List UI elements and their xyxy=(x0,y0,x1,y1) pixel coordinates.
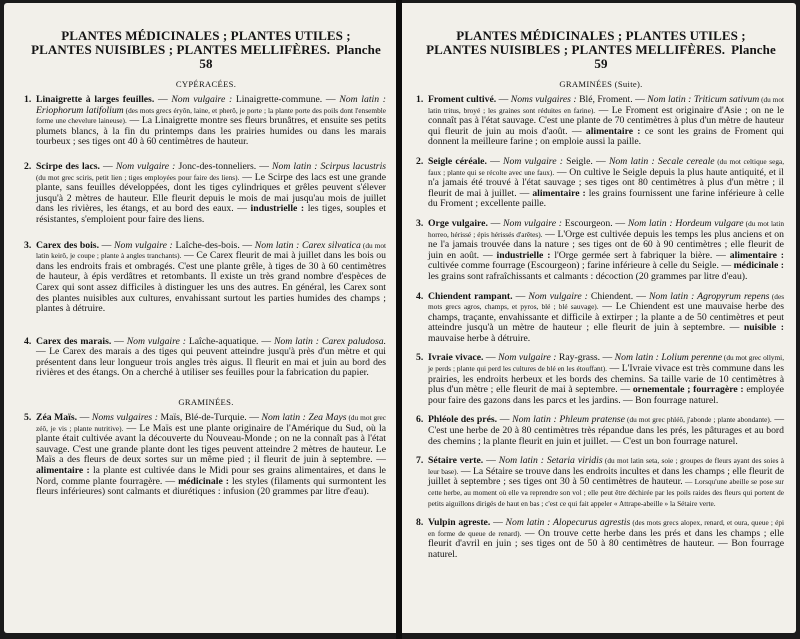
heading-line1: PLANTES MÉDICINALES ; PLANTES UTILES ; xyxy=(456,28,746,43)
entry-name: Ivraie vivace. xyxy=(428,352,484,364)
description: — C'est une herbe de 20 à 80 centimètres très répandue dans les prés, les pâturages et au bord des chemins ; la plante fleurit en juin et juillet. — C'est un bon fourrage naturel. xyxy=(428,414,785,447)
common-name-label: Nom vulgaire : xyxy=(498,352,557,364)
separator: — xyxy=(77,412,92,424)
separator: — xyxy=(496,94,511,105)
heading-line2: PLANTES NUISIBLES ; PLANTES MELLIFÈRES. xyxy=(31,42,331,57)
plate-number: Planche 58 xyxy=(199,42,381,71)
separator: — xyxy=(483,455,499,467)
entry-name: Zéa Maïs. xyxy=(36,412,78,424)
common-name-label: Nom vulgaire : xyxy=(126,335,186,347)
description: — La Sétaire se trouve dans les endroits incultes et dans les champs ; elle fleurit de juillet à septembre ; ses tiges ont 30 à 50 centimètres de hauteur. xyxy=(428,465,785,488)
description: — Le Chiendent est une mauvaise herbe des champs, traçante, envahissante et difficile à extirper ; la plante a de 50 centimètres et peut atteindre jusqu'à un mètre de hauteur ; elle fleurit de juin à septembre. — xyxy=(428,301,784,334)
entry-number: 2. xyxy=(24,160,32,172)
etymology: (du mot celtique sega, faux ; plante qui se récolte avec une faux). xyxy=(428,156,785,177)
plate-number: Planche 59 xyxy=(594,42,776,71)
common-name: Laîche-aquatique. xyxy=(185,335,259,347)
separator: — xyxy=(246,412,262,424)
etymology: (du mot latin keirô, je coupe ; plante à angles tranchants). xyxy=(36,240,387,261)
etymology: (du mot latin seta, soie ; groupes de fleurs ayant des soies à leur base). xyxy=(428,456,785,476)
use-label: alimentaire : xyxy=(585,125,641,137)
separator: — xyxy=(486,155,504,167)
entry-number: 1. xyxy=(24,94,32,105)
latin-name: Nom latin : Secale cereale xyxy=(608,155,715,167)
entry-chiendent xyxy=(418,292,784,345)
common-name: Jonc-des-tonneliers. xyxy=(175,160,257,172)
use-text: ce sont les grains de Froment qui donnent la meilleure farine ; on emploie aussi la paille. xyxy=(428,125,785,148)
separator: — xyxy=(239,239,255,251)
latin-name: Nom latin : Agropyrum repens xyxy=(648,290,770,302)
separator: — xyxy=(99,239,115,251)
use-text: les grains fournissent une farine inférieure à celle du Froment ; excellente paille. xyxy=(428,187,784,210)
separator: — xyxy=(633,290,649,302)
common-name: Chiendent. xyxy=(587,290,634,302)
common-name-label: Nom vulgaire : xyxy=(528,290,588,302)
use-label: médicinale : xyxy=(178,475,230,487)
use-text: les styles (filaments qui surmontent les fleurs inférieures) sont calmants et diurétiques : infusion (20 grammes par litre d'eau). xyxy=(36,475,386,498)
bee-note: — Lorsqu'une abeille se pose sur cette herbe, au moment où elle va reprendre son vol ; elle peut être déchirée par les poils raides des fleurs qui portent de petits aiguillons dirigés de haut en bas ; c'est ce qui fait appeler « Attrape-abeille » la Sétaire verte. xyxy=(428,477,784,508)
separator: — xyxy=(592,155,609,167)
entry-name: Linaigrette à larges feuilles. xyxy=(36,94,155,105)
entry-number: 1. xyxy=(416,94,424,105)
use-label: nuisible : xyxy=(743,322,784,334)
entry-carex-bois xyxy=(26,241,386,315)
separator: — xyxy=(487,217,504,229)
use-label: ornementale ; fourragère : xyxy=(632,384,744,396)
separator: — xyxy=(600,352,615,364)
description: — La Linaigrette montre ses fleurs brunâtres, et ensuite ses petits plumets blancs, à la fin du printemps dans les prairies humides ou dans les marais tourbeux ; ses tiges ont 40 à 60 centimètres de hauteur. xyxy=(36,115,386,148)
entry-number: 2. xyxy=(416,155,424,167)
etymology: (du mot latin tritus, broyé ; les graines sont réduites en farine). xyxy=(428,95,785,115)
entry-froment xyxy=(418,95,784,148)
page-heading-right xyxy=(418,29,784,71)
entry-name: Seigle céréale. xyxy=(428,155,487,167)
latin-name: Nom latin : Phleum pratense xyxy=(512,414,625,426)
heading-line1: PLANTES MÉDICINALES ; PLANTES UTILES ; xyxy=(61,28,351,43)
entry-number: 3. xyxy=(24,239,32,251)
entry-name: Orge vulgaire. xyxy=(428,217,488,229)
entry-carex-marais xyxy=(26,337,386,379)
common-name: Seigle. xyxy=(562,155,593,167)
common-name-label: Nom vulgaire : xyxy=(115,160,176,172)
entry-phleole xyxy=(418,415,784,447)
use-text: employée pour faire des gazons dans les parcs et les jardins. — Bon fourrage naturel. xyxy=(428,384,784,406)
etymology: (du mot grec phléô, j'abonde ; plante abondante). xyxy=(625,415,772,425)
use-label: alimentaire : xyxy=(36,465,90,477)
common-name-label: Nom vulgaire : xyxy=(171,94,233,105)
description: — Le Maïs est une plante originaire de l'Amérique du Sud, où la plante était cultivée avant la découverte du Nouveau-Monde ; on ne la connaît pas à l'état sauvage. C'est une grande plante dont les tiges peuvent atteindre 2 mètres de hauteur. Le Maïs a des fleurs de deux sortes sur un même pied ; il fleurit de juin à septembre. — xyxy=(36,422,387,466)
entry-orge xyxy=(418,219,784,283)
entry-number: 6. xyxy=(416,414,424,426)
common-name: Blé, Froment. xyxy=(576,94,633,105)
use-text: la plante est cultivée dans le Midi pour ses grains alimentaires, et dans le Nord, comme plante fourragère. — xyxy=(36,465,386,487)
latin-name: Nom latin : Carex paludosa. xyxy=(273,335,387,347)
latin-name: Nom latin : Hordeum vulgare xyxy=(627,217,744,229)
separator: — xyxy=(612,217,628,229)
use-label: médicinale : xyxy=(733,260,785,272)
entry-name: Chiendent rampant. xyxy=(428,290,513,302)
entry-ivraie xyxy=(418,353,784,406)
common-name: Linaigrette-commune. xyxy=(232,94,323,105)
etymology: (du mot grec ollymi, je perds ; plante qui perd les cultures de blé en les étouffant). xyxy=(428,353,785,374)
heading-line2: PLANTES NUISIBLES ; PLANTES MELLIFÈRES. xyxy=(426,42,726,57)
latin-name: Nom latin : Zea Mays xyxy=(261,412,347,424)
entry-number: 3. xyxy=(416,217,424,229)
entry-setaire xyxy=(418,456,784,509)
description: — Le Scirpe des lacs est une grande plante, sans feuilles développées, dont les tiges cylindriques et grêles peuvent s'élever jusqu'à 2 mètres de hauteur. Elle fleurit depuis le mois de mai jusqu'au mois de juillet dans les rivières, les étangs, et au bord des eaux. — xyxy=(36,171,386,215)
separator: — xyxy=(632,94,648,105)
etymology: (des mots grecs éryôn, laine, et pherô, je porte ; la plante porte des poils dont l'ensemble forme une chevelure laineuse). xyxy=(36,105,386,126)
latin-name: Nom latin : Triticum sativum xyxy=(647,94,760,105)
use-label: alimentaire : xyxy=(532,187,586,199)
use-label: alimentaire : xyxy=(729,249,784,261)
description: — L'Orge est cultivée depuis les temps les plus anciens et on ne l'a jamais trouvée dans la nature ; ses tiges ont de 60 à 90 centimètres ; elle fleurit de juin en août. — xyxy=(428,228,784,261)
use-text: les tiges, souples et résistantes, s'emploient pour faire des liens. xyxy=(36,203,386,225)
page-heading-left xyxy=(26,29,386,71)
entry-number: 4. xyxy=(24,335,32,347)
etymology: (du mot grec sciris, petit lien ; tiges employées pour faire des liens). xyxy=(36,172,240,182)
common-name: Ray-grass. xyxy=(556,352,601,364)
entry-name: Phléole des prés. xyxy=(428,414,498,426)
description: — Le Froment est originaire d'Asie ; on ne le connaît pas à l'état sauvage. C'est une plante de 70 centimètres à plus d'un mètre de hauteur qui fleurit de juin au mois d'août. — xyxy=(428,104,784,137)
entry-name: Scirpe des lacs. xyxy=(36,160,100,172)
description: — Ce Carex fleurit de mai à juillet dans les bois ou dans les endroits frais et ombragés. C'est une plante grêle, à tiges de 30 à 60 centimètres de hauteur, à épis verdâtres et retombants. Il existe un très grand nombre d'espèces de Carex qui sont assez difficiles à distinguer les uns des autres. En général, les Carex sont des plantes nuisibles aux cultures, envahissant surtout les parties humides des champs ; plantes à détruire. xyxy=(36,250,386,315)
use-text: cultivée comme fourrage (Escourgeon) ; farine inférieure à celle du Seigle. — xyxy=(428,260,734,272)
common-name-label: Noms vulgaires : xyxy=(510,94,577,105)
use-label: industrielle : xyxy=(496,249,551,261)
description: — On cultive le Seigle depuis la plus haute antiquité, et il n'a jamais été trouvé à l'état sauvage ; ses tiges ont 80 centimètres à plus d'un mètre ; il fleurit de mai à juillet. — xyxy=(428,166,784,199)
common-name-label: Nom vulgaire : xyxy=(503,217,562,229)
separator: — xyxy=(99,160,116,172)
common-name: Laîche-des-bois. xyxy=(172,239,240,251)
latin-name: Nom latin : Alopecurus agrestis xyxy=(505,517,631,529)
description: — Le Carex des marais a des tiges qui peuvent atteindre jusqu'à près d'un mètre et qui présentent dans leur longueur trois angles très aigus. Il fleurit en mai et juin au bord des rivières et des étangs. On a cherché à utiliser ses feuilles pour la fabrication du papier. xyxy=(36,346,386,379)
common-name: Escourgeon. xyxy=(561,217,613,229)
entry-name: Sétaire verte. xyxy=(428,455,484,467)
section-cyperacees: CYPÉRACÉES. xyxy=(175,79,237,89)
page-right xyxy=(402,3,796,633)
page-left xyxy=(4,3,396,633)
use-text: les grains sont rafraîchissants et calmants : décoction (20 grammes par litre d'eau). xyxy=(428,270,748,282)
description: — On trouve cette herbe dans les prés et dans les champs ; elle fleurit d'avril en juin ; ses tiges ont de 50 à 80 centimètres de hauteur. — Bon fourrage naturel. xyxy=(428,527,784,560)
entry-name: Carex des marais. xyxy=(36,335,112,347)
section-graminees-suite: GRAMINÉES (Suite). xyxy=(559,79,643,89)
separator: — xyxy=(497,414,513,426)
separator: — xyxy=(512,290,529,302)
entry-name: Carex des bois. xyxy=(36,239,99,251)
etymology: (des mots grecs alopex, renard, et oura, queue ; épi en forme de queue de renard). xyxy=(428,518,785,538)
latin-name: Nom latin : Setaria viridis xyxy=(498,455,603,467)
entry-number: 5. xyxy=(416,352,424,364)
use-text: l'Orge germée sert à fabriquer la bière. — xyxy=(550,249,730,261)
separator: — xyxy=(256,160,273,172)
latin-name: Nom latin : Lolium perenne xyxy=(614,352,723,364)
latin-name: Nom latin : Eriophorum latifolium xyxy=(36,94,386,116)
entry-name: Vulpin agreste. xyxy=(428,517,491,529)
use-label: industrielle : xyxy=(250,203,305,215)
entry-seigle xyxy=(418,157,784,210)
etymology: (du mot grec zéô, je vis ; plante nutritive). xyxy=(36,413,387,433)
entry-name: Froment cultivé. xyxy=(428,94,497,105)
section-graminees: GRAMINÉES. xyxy=(178,397,234,408)
separator: — xyxy=(111,335,127,347)
entry-number: 4. xyxy=(416,290,424,302)
separator: — xyxy=(258,335,274,347)
entry-number: 8. xyxy=(416,517,424,529)
entry-zea-mais xyxy=(26,413,386,498)
separator: — xyxy=(154,94,172,105)
use-text: mauvaise herbe à détruire. xyxy=(428,332,531,344)
entry-number: 5. xyxy=(24,412,32,424)
entry-vulpin xyxy=(418,518,784,560)
etymology: (du mot latin horreo, hérissé ; épis hérissés d'arêtes). xyxy=(428,218,784,239)
common-name-label: Nom vulgaire : xyxy=(114,239,173,251)
separator: — xyxy=(483,352,499,364)
entry-number: 7. xyxy=(416,455,424,467)
etymology: (des mots grecs agros, champs, et pyros, blé ; blé sauvage). xyxy=(428,291,785,312)
latin-name: Nom latin : Scirpus lacustris xyxy=(272,160,387,172)
entry-linaigrette xyxy=(26,95,386,148)
latin-name: Nom latin : Carex silvatica xyxy=(254,239,361,251)
common-name-label: Nom vulgaire : xyxy=(503,155,563,167)
common-name: Maïs, Blé-de-Turquie. xyxy=(157,412,247,424)
entry-scirpe xyxy=(26,162,386,226)
separator: — xyxy=(490,517,506,529)
description: — L'Ivraie vivace est très commune dans les prairies, les endroits herbeux et les bords des chemins. Sa taille varie de 10 centimètres à plus d'un mètre ; elle fleurit de mai à septembre. — xyxy=(428,363,784,396)
common-name-label: Noms vulgaires : xyxy=(91,412,158,424)
separator: — xyxy=(322,94,340,105)
